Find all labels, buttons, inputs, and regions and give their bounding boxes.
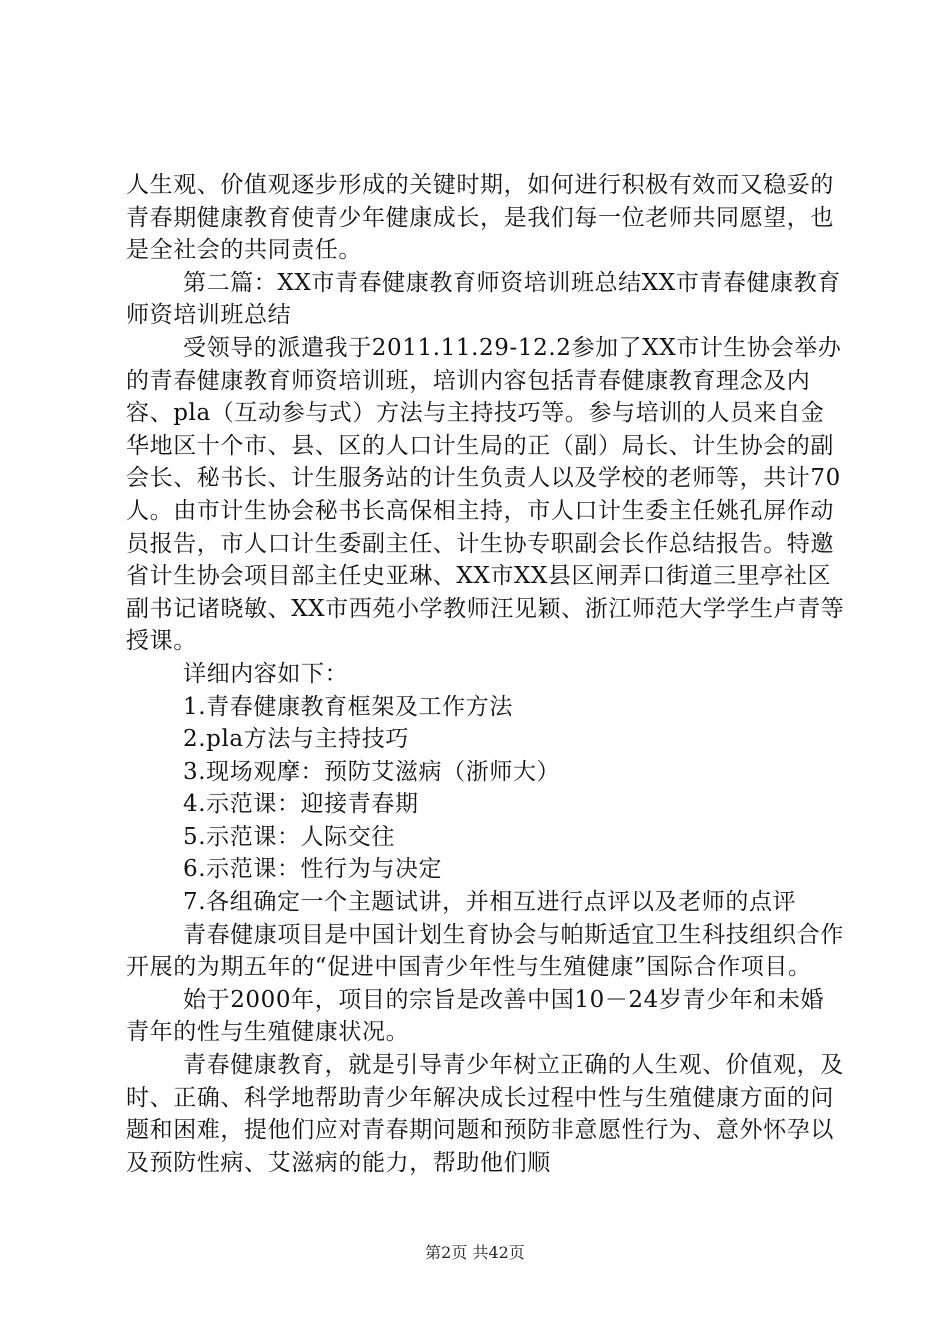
list-item-2: 2.pla方法与主持技巧 <box>183 726 409 753</box>
list-item-3: 3.现场观摩：预防艾滋病（浙师大） <box>183 758 561 785</box>
page-footer <box>0 1243 950 1263</box>
paragraph-continuation: 人生观、价值观逐步形成的关键时期，如何进行积极有效而又稳妥的青春期健康教育使青少年健康成长，是我们每一位老师共同愿望，也是全社会的共同责任。 <box>126 172 834 264</box>
list-item-6: 6.示范课：性行为与决定 <box>183 856 443 883</box>
paragraph-details-heading: 详细内容如下： <box>183 660 349 687</box>
list-item-1: 1.青春健康教育框架及工作方法 <box>183 693 513 720</box>
paragraph-health-education: 青春健康教育，就是引导青少年树立正确的人生观、价值观，及时、正确、科学地帮助青少年解决成长过程中性与生殖健康方面的问题和困难，提他们应对青春期问题和预防非意愿性行为、意外怀孕以及预防性病、艾滋病的能力，帮助他们顺 <box>126 1052 844 1176</box>
list-item-5: 5.示范课：人际交往 <box>183 823 395 850</box>
page-number-label: 第2页 共42页 <box>425 1243 525 1262</box>
paragraph-project-start: 始于2000年，项目的宗旨是改善中国10－24岁青少年和未婚青年的性与生殖健康状况。 <box>126 986 825 1046</box>
list-item-7: 7.各组确定一个主题试讲，并相互进行点评以及老师的点评 <box>183 889 797 916</box>
document-body <box>126 169 846 1179</box>
paragraph-section-title: 第二篇：XX市青春健康教育师资培训班总结XX市青春健康教育师资培训班总结 <box>126 269 841 329</box>
list-item-4: 4.示范课：迎接青春期 <box>183 791 419 818</box>
paragraph-project-description: 青春健康项目是中国计划生育协会与帕斯适宜卫生科技组织合作开展的为期五年的“促进中国青少年性与生殖健康”国际合作项目。 <box>126 921 844 981</box>
paragraph-training-intro: 受领导的派遣我于2011.11.29-12.2参加了XX市计生协会举办的青春健康教育师资培训班，培训内容包括青春健康教育理念及内容、pla（互动参与式）方法与主持技巧等。参与培训的人员来自金华地区十个市、县、区的人口计生局的正（副）局长、计生协会的副会长、秘书长、计生服务站的计生负责人以及学校的老师等，共计70人。由市计生协会秘书长高保相主持，市人口计生委主任姚孔屏作动员报告，市人口计生委副主任、计生协专职副会长作总结报告。特邀省计生协会项目部主任史亚琳、XX市XX县区闸弄口街道三里亭社区副书记诸晓敏、XX市西苑小学教师汪见颖、浙江师范大学学生卢青等授课。 <box>126 334 845 655</box>
